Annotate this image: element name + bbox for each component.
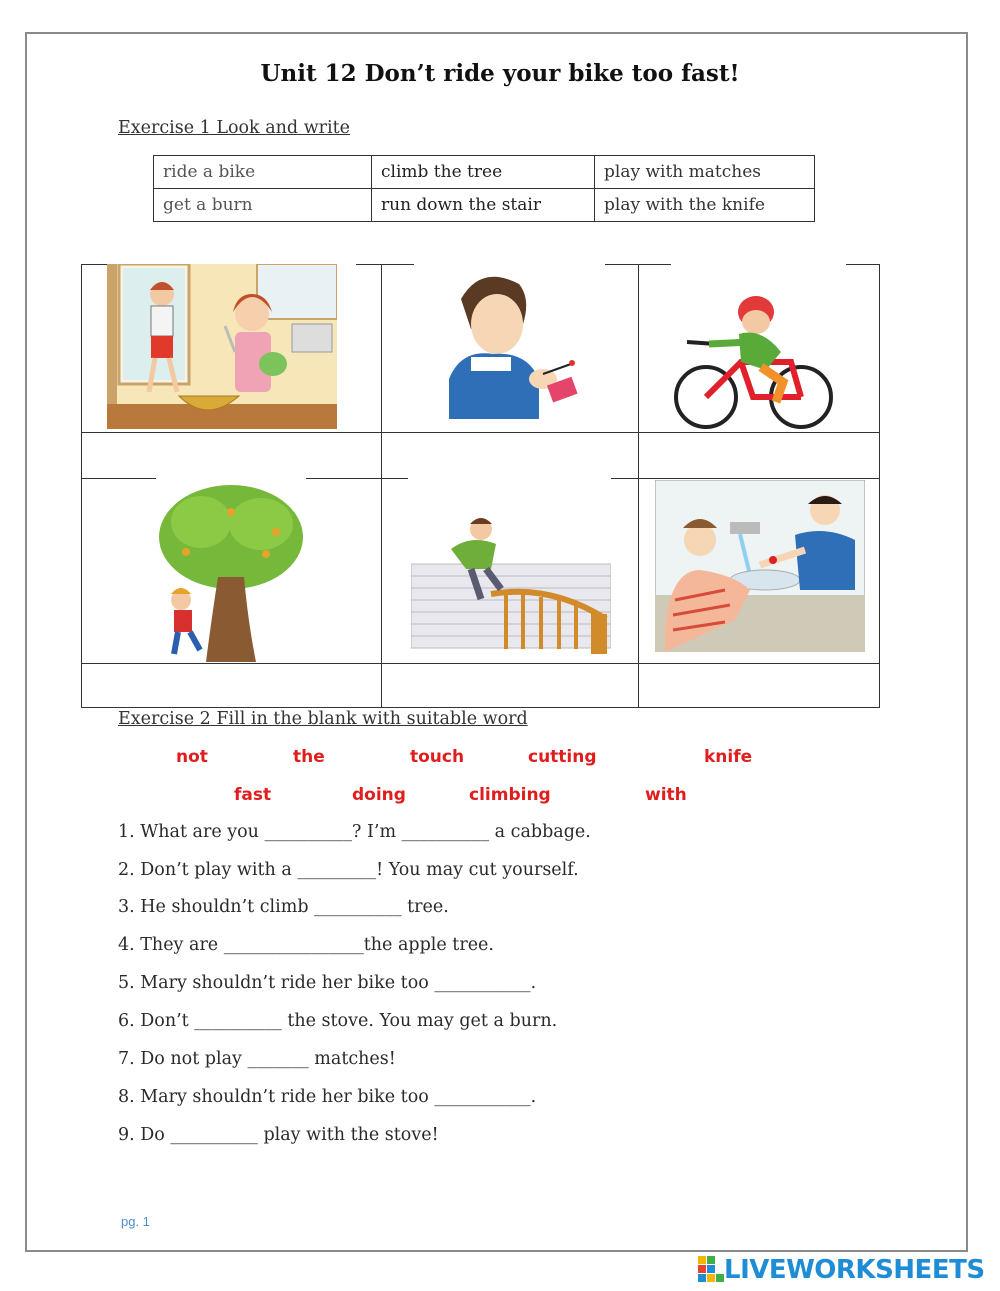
word-bank-item: doing xyxy=(352,785,406,805)
exercise2-heading: Exercise 2 Fill in the blank with suitable word xyxy=(118,709,528,729)
exercise1-heading: Exercise 1 Look and write xyxy=(118,118,351,138)
vocab-table xyxy=(153,155,815,222)
logo-text: LIVEWORKSHEETS xyxy=(724,1255,985,1285)
word-bank-item: cutting xyxy=(528,747,597,767)
word-bank-item: fast xyxy=(234,785,272,805)
sentence-item: 2. Don’t play with a _________! You may cut yourself. xyxy=(118,860,579,880)
word-bank-item: the xyxy=(293,747,325,767)
page-number: pg. 1 xyxy=(121,1214,150,1229)
stairs-picture xyxy=(411,494,611,659)
word-bank-item: not xyxy=(176,747,208,767)
word-bank-item: climbing xyxy=(469,785,551,805)
bike-picture xyxy=(671,282,846,432)
vocab-cell: play with the knife xyxy=(595,189,815,222)
sentence-item: 8. Mary shouldn’t ride her bike too ___________. xyxy=(118,1087,537,1107)
liveworksheets-logo[interactable] xyxy=(698,1254,985,1286)
matches-picture xyxy=(431,269,591,419)
word-bank-item: knife xyxy=(704,747,753,767)
page-title: Unit 12 Don’t ride your bike too fast! xyxy=(260,60,740,87)
sentence-item: 1. What are you __________? I’m __________ a cabbage. xyxy=(118,822,591,842)
climb-tree-picture xyxy=(156,482,306,664)
vocab-cell: ride a bike xyxy=(154,156,372,189)
kitchen-knife-picture xyxy=(107,264,337,429)
logo-blocks-icon xyxy=(698,1256,724,1284)
vocab-cell: play with matches xyxy=(595,156,815,189)
burn-picture xyxy=(655,480,865,652)
vocab-cell: climb the tree xyxy=(372,156,595,189)
sentence-item: 9. Do __________ play with the stove! xyxy=(118,1125,439,1145)
sentence-item: 4. They are ________________the apple tree. xyxy=(118,935,494,955)
sentence-item: 7. Do not play _______ matches! xyxy=(118,1049,396,1069)
sentence-item: 3. He shouldn’t climb __________ tree. xyxy=(118,897,449,917)
table-row xyxy=(154,189,815,222)
vocab-cell: get a burn xyxy=(154,189,372,222)
vocab-cell: run down the stair xyxy=(372,189,595,222)
picture-grid xyxy=(81,264,880,708)
word-bank-item: touch xyxy=(410,747,465,767)
table-row xyxy=(154,156,815,189)
sentence-item: 5. Mary shouldn’t ride her bike too ___________. xyxy=(118,973,537,993)
sentence-item: 6. Don’t __________ the stove. You may get a burn. xyxy=(118,1011,558,1031)
word-bank-item: with xyxy=(645,785,687,805)
